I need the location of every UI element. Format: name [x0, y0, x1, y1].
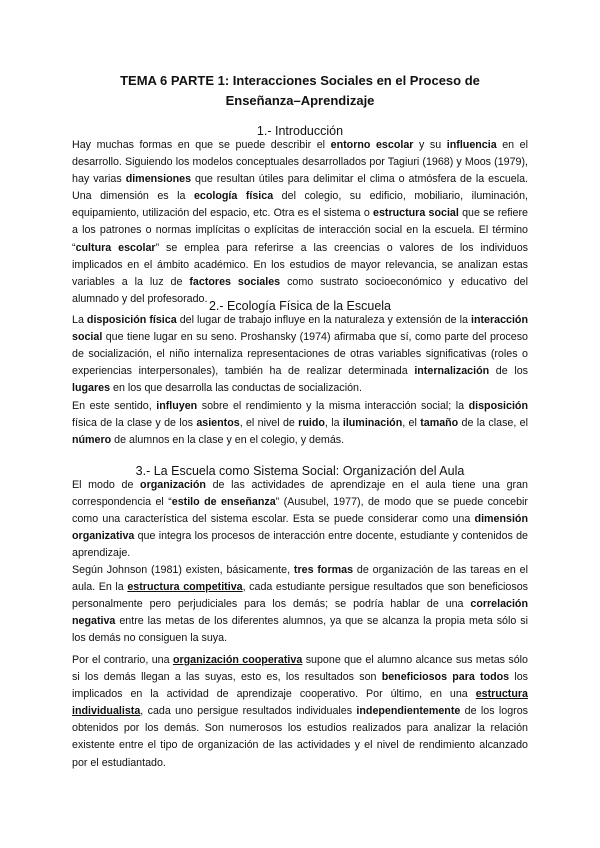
text-run: , el [402, 417, 421, 430]
emphasis-bold: dimensión organizativa [72, 513, 528, 543]
text-run: En este sentido, [72, 400, 157, 412]
text-run: Según Johnson (1981) existen, básicamente, [72, 564, 294, 576]
emphasis-bold: asientos [196, 417, 240, 430]
section-1-heading: 1.- Introducción [256, 124, 344, 138]
emphasis-bold: iluminación [342, 417, 403, 430]
text-run: La [72, 314, 87, 326]
emphasis-underlined: estructura competitiva [127, 581, 243, 594]
text-run: , cada uno persigue resultados individuales [140, 705, 357, 718]
section-3-paragraph-3 [72, 652, 528, 772]
text-run: como sustrato socioeconómico y educativo del alumnado y del profesorado. [72, 275, 528, 305]
text-run: Por el contrario, una [72, 654, 173, 666]
section-1-paragraph-1 [72, 137, 528, 308]
emphasis-bold: beneficiosos para todos [381, 671, 510, 684]
text-run: del colegio, su edificio, mobiliario, iluminación, equipamiento, utilización del espacio, etc. Otra es el sistema o [72, 190, 528, 220]
page-title [60, 71, 540, 111]
text-run: Hay muchas formas en que se puede describir el [72, 139, 331, 151]
text-run: del lugar de trabajo influye en la naturaleza y extensión de la [176, 314, 471, 326]
text-run: que integra los procesos de interacción entre docente, estudiante y contenidos de aprendizaje. [72, 530, 528, 560]
emphasis-underlined: estructura individualista [72, 688, 528, 718]
text-run: , la [324, 417, 343, 430]
text-run: que se refiere a los patrones o normas implícitas o explícitas de interacción social en la escuela. El término “ [72, 207, 529, 254]
text-run: ” (Ausubel, 1977), de modo que se puede concebir como una característica del sistema escolar. Esta se puede considerar como una [72, 496, 528, 526]
emphasis-bold: influencia [446, 139, 497, 151]
text-run: supone que el alumno alcance sus metas sólo si los demás llegan a las suyas, esto es, los resultados son [72, 654, 528, 684]
text-run: de las actividades de aprendizaje en el aula tiene una gran correspondencia el “ [72, 479, 528, 509]
text-run: El modo de [72, 479, 141, 491]
text-run: de alumnos en la clase y en el colegio, y demás. [111, 434, 345, 447]
section-2-paragraph-2 [72, 398, 528, 449]
text-run: física de la clase y de los [72, 417, 197, 430]
text-run: , el nivel de [239, 417, 299, 430]
title-line-2: Enseñanza–Aprendizaje [225, 93, 375, 108]
text-run: en el desarrollo. Siguiendo los modelos conceptuales desarrollados por Tagiuri (1968) y Moos (1979), hay varias [72, 139, 528, 186]
emphasis-bold: disposición [468, 400, 528, 412]
emphasis-bold: número [72, 434, 112, 447]
text-run: de la clase, el [458, 417, 528, 430]
text-run: sobre el rendimiento y la misma interacción social; la [197, 400, 469, 412]
section-2-paragraph-1 [72, 312, 528, 397]
emphasis-bold: organización [140, 479, 206, 491]
emphasis-bold: influyen [156, 400, 198, 412]
emphasis-bold: independientemente [356, 705, 461, 718]
emphasis-underlined: organización cooperativa [172, 654, 303, 666]
emphasis-bold: internalización [414, 365, 490, 378]
emphasis-bold: dimensiones [125, 173, 192, 186]
text-run: que resultan útiles para delimitar el clima o atmósfera de la escuela. Una dimensión es la [72, 173, 528, 203]
emphasis-bold: estructura social [373, 207, 459, 220]
emphasis-bold: tamaño [420, 417, 459, 430]
text-run: de organización de las tareas en el aula. En la [72, 564, 528, 594]
emphasis-bold: factores sociales [189, 275, 281, 288]
text-run: ” se emplea para referirse a las creencias o valores de los individuos implicados en el ámbito académico. En los estudios de mayor relevancia, se analizan estas variables a la luz de [72, 241, 528, 288]
emphasis-bold: correlación negativa [72, 598, 528, 628]
emphasis-bold: disposición física [86, 314, 177, 326]
emphasis-bold: ecología física [193, 190, 274, 203]
emphasis-bold: lugares [72, 382, 111, 395]
text-run: y su [413, 139, 447, 151]
section-3-heading: 3.- La Escuela como Sistema Social: Organización del Aula [135, 464, 465, 478]
title-line-1: TEMA 6 PARTE 1: Interacciones Sociales en el Proceso de [120, 73, 480, 88]
text-run: , cada estudiante persigue resultados que son beneficiosos personalmente pero perjudiciales para los demás; se podría hablar de una [72, 581, 528, 611]
emphasis-bold: interacción social [72, 314, 528, 344]
text-run: de los logros obtenidos por los demás. Son numerosos los estudios realizados para analizar la relación existente entre el tipo de organización de las actividades y el nivel de rendimiento alcanzado por el estudiantado. [72, 705, 528, 769]
text-run: entre las metas de los diferentes alumnos, ya que se alcanza la propia meta sólo si los demás no consiguen la suya. [72, 615, 528, 645]
emphasis-bold: cultura escolar [75, 241, 156, 254]
text-run: los implicados en la actividad de aprendizaje cooperativo. Por último, en una [72, 671, 528, 701]
section-2-heading: 2.- Ecología Física de la Escuela [208, 299, 392, 313]
section-3-paragraph-2 [72, 562, 528, 647]
emphasis-bold: ruido [298, 417, 325, 430]
emphasis-bold: tres formas [293, 564, 354, 576]
section-3-paragraph-1 [72, 477, 528, 562]
emphasis-bold: estilo de enseñanza [171, 496, 276, 509]
text-run: de los [489, 365, 528, 378]
emphasis-bold: entorno escolar [330, 139, 414, 151]
text-run: en los que desarrolla las conductas de socialización. [110, 382, 362, 395]
text-run: que tiene lugar en su seno. Proshansky (1974) afirmaba que sí, como parte del proceso de socialización, el niño internaliza representaciones de otras variables significativas (roles o experiencias interpersonales), también ha de realizar determinada [72, 331, 528, 378]
